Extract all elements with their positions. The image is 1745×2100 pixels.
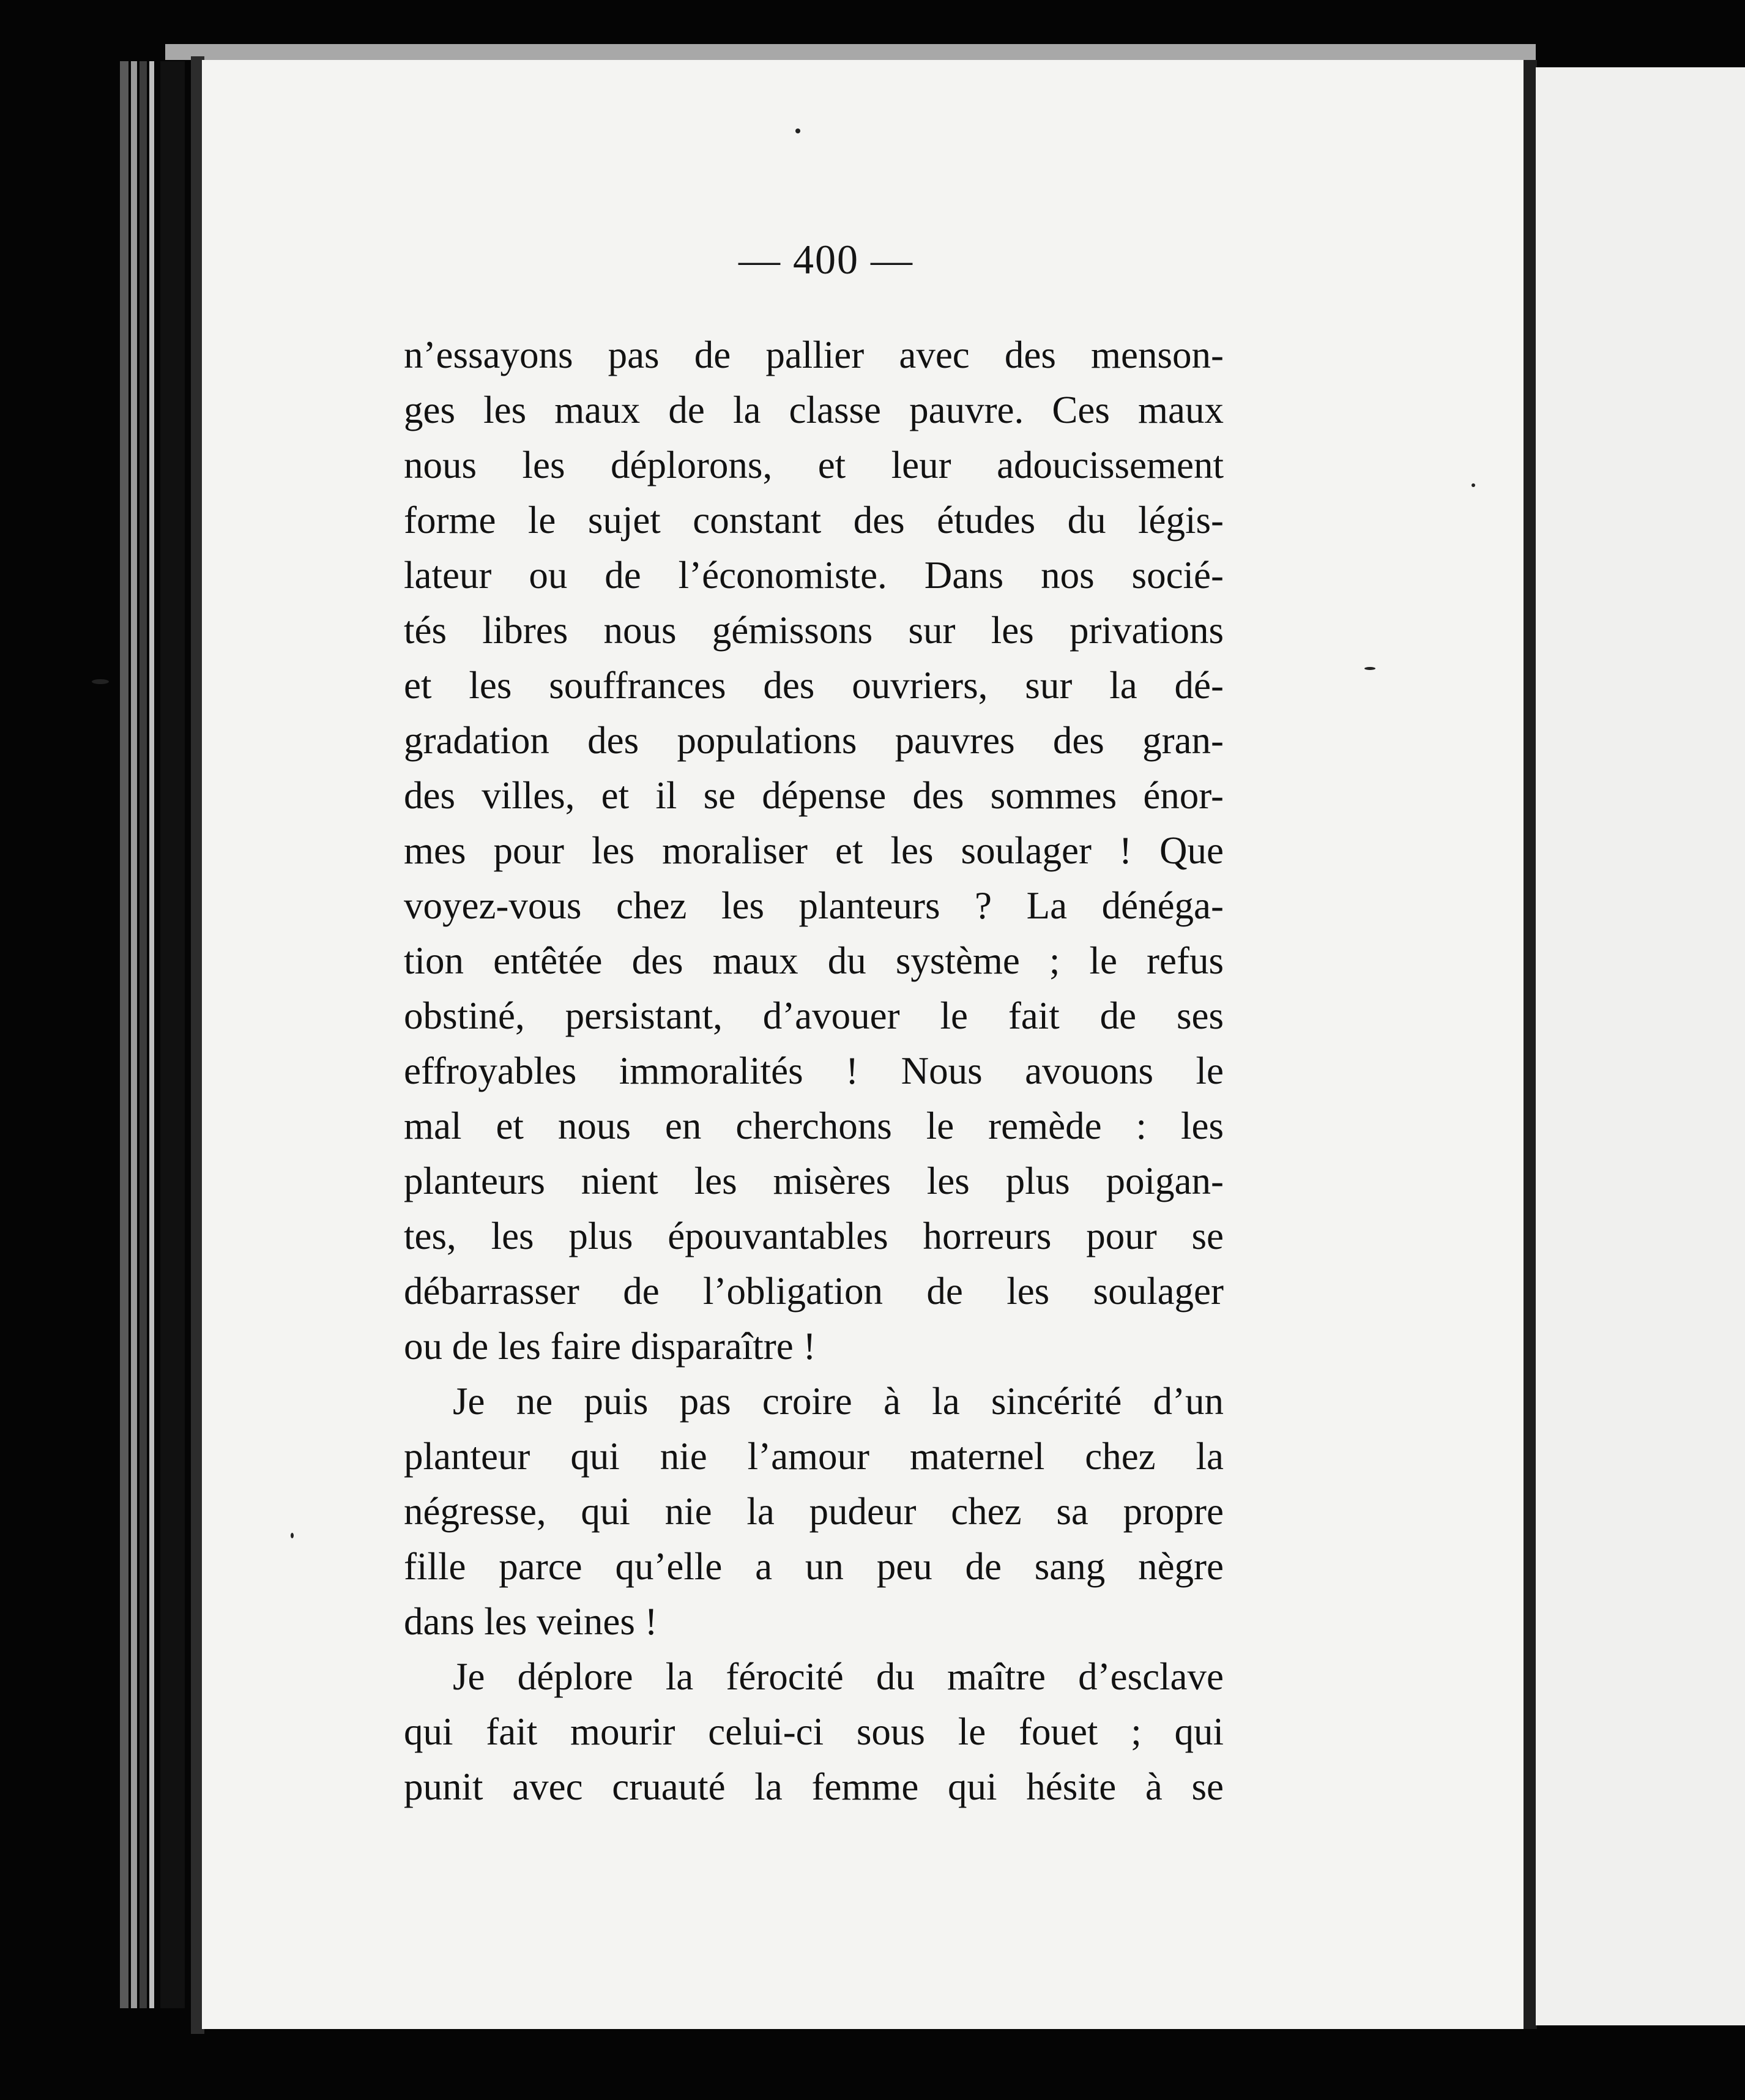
text-line: des villes, et il se dépense des sommes énor- bbox=[404, 774, 1224, 817]
book-edge-stripe bbox=[140, 61, 147, 2008]
scan-speck bbox=[1364, 667, 1375, 670]
adjacent-page bbox=[1536, 67, 1745, 2025]
text-line: ou de les faire disparaître ! bbox=[404, 1325, 816, 1368]
scan-speck bbox=[795, 128, 800, 133]
text-line: tion entêtée des maux du système ; le refus bbox=[404, 939, 1224, 982]
body-text bbox=[404, 327, 1224, 1814]
book-edge-stripe bbox=[131, 61, 137, 2008]
text-line: lateur ou de l’économiste. Dans nos socié- bbox=[404, 554, 1224, 597]
book-edge-stripe bbox=[160, 61, 185, 2008]
text-line: négresse, qui nie la pudeur chez sa propre bbox=[404, 1490, 1224, 1533]
text-line: nous les déplorons, et leur adoucissement bbox=[404, 444, 1224, 486]
text-line: qui fait mourir celui-ci sous le fouet ; qui bbox=[404, 1710, 1224, 1753]
text-line: voyez-vous chez les planteurs ? La dénéga- bbox=[404, 884, 1224, 927]
page-number: — 400 — bbox=[739, 236, 913, 283]
text-line: dans les veines ! bbox=[404, 1600, 658, 1643]
text-line: gradation des populations pauvres des gran- bbox=[404, 719, 1224, 762]
text-line: fille parce qu’elle a un peu de sang nègre bbox=[404, 1545, 1224, 1588]
scan-speck bbox=[291, 1533, 294, 1538]
text-line: tés libres nous gémissons sur les privations bbox=[404, 609, 1224, 652]
book-top-edge bbox=[165, 44, 1536, 60]
text-line: débarrasser de l’obligation de les soulager bbox=[404, 1270, 1224, 1312]
text-line: effroyables immoralités ! Nous avouons le bbox=[404, 1049, 1224, 1092]
text-line: et les souffrances des ouvriers, sur la dé- bbox=[404, 664, 1224, 707]
text-line: planteurs nient les misères les plus poigan- bbox=[404, 1160, 1224, 1202]
text-line: punit avec cruauté la femme qui hésite à se bbox=[404, 1765, 1224, 1808]
book-edge-stripe bbox=[149, 61, 154, 2008]
text-line: forme le sujet constant des études du légis- bbox=[404, 499, 1224, 542]
page-gutter bbox=[1524, 60, 1537, 2029]
text-line: ges les maux de la classe pauvre. Ces maux bbox=[404, 389, 1224, 431]
scan-speck bbox=[1472, 483, 1475, 487]
scan-speck bbox=[92, 679, 109, 684]
text-line: planteur qui nie l’amour maternel chez la bbox=[404, 1435, 1224, 1478]
text-line: obstiné, persistant, d’avouer le fait de ses bbox=[404, 994, 1224, 1037]
text-line: mes pour les moraliser et les soulager ! Que bbox=[404, 829, 1224, 872]
text-line: Je ne puis pas croire à la sincérité d’un bbox=[453, 1380, 1224, 1423]
text-line: n’essayons pas de pallier avec des menson- bbox=[404, 333, 1224, 376]
text-line: tes, les plus épouvantables horreurs pour se bbox=[404, 1215, 1224, 1257]
text-line: mal et nous en cherchons le remède : les bbox=[404, 1104, 1224, 1147]
book-edge-stripe bbox=[120, 61, 128, 2008]
text-line: Je déplore la férocité du maître d’esclave bbox=[453, 1655, 1224, 1698]
